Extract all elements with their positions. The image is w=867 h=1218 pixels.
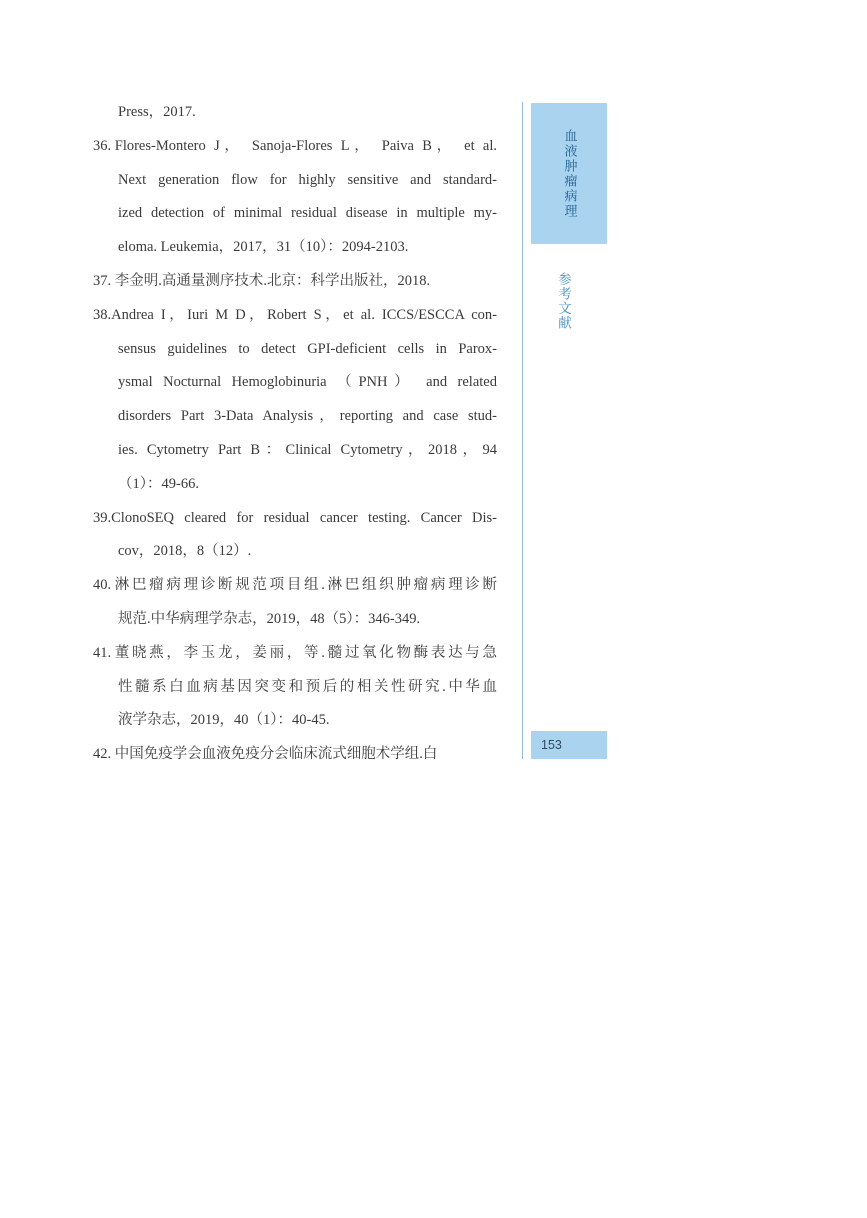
reference-line: 董晓燕，李玉龙，姜丽，等.髓过氧化物酶表达与急 xyxy=(114,644,497,661)
reference-number: 42. xyxy=(93,746,115,763)
reference-line: eloma. Leukemia，2017，31（10）：2094-2103. xyxy=(118,239,409,256)
reference-line: cov，2018，8（12）. xyxy=(118,543,252,560)
column-divider xyxy=(522,102,523,759)
reference-line: 淋巴瘤病理诊断规范项目组.淋巴组织肿瘤病理诊断 xyxy=(114,577,497,594)
reference-body xyxy=(93,738,497,772)
reference-number: 41. xyxy=(93,644,115,661)
reference-first-line xyxy=(93,738,497,772)
reference-line: Andrea I，Iuri M D，Robert S，et al. ICCS/ESCCA con- xyxy=(111,306,497,323)
reference-number: 40. xyxy=(93,577,115,594)
reference-line: Next generation flow for highly sensitive and standard- xyxy=(118,171,497,188)
chapter-tab xyxy=(531,103,607,244)
reference-line: sensus guidelines to detect GPI-deficient cells in Parox- xyxy=(118,340,497,357)
reference-line: 李金明.高通量测序技术.北京：科学出版社，2018. xyxy=(114,272,431,289)
reference-item xyxy=(93,265,497,299)
reference-first-line xyxy=(93,299,497,333)
reference-number: 38. xyxy=(93,306,112,323)
reference-first-line xyxy=(93,637,497,671)
reference-line: 性髓系白血病基因突变和预后的相关性研究.中华血 xyxy=(118,678,497,695)
reference-item xyxy=(93,130,497,265)
reference-first-line xyxy=(93,569,497,603)
reference-line: ized detection of minimal residual disease in multiple my- xyxy=(118,205,497,222)
reference-list xyxy=(93,96,497,772)
reference-number: 36. xyxy=(93,137,115,154)
reference-line: ysmal Nocturnal Hemoglobinuria （PNH） and related xyxy=(118,374,497,391)
reference-line: 中国免疫学会血液免疫分会临床流式细胞术学组.白 xyxy=(114,746,438,763)
reference-item xyxy=(93,299,497,502)
reference-line: Flores-Montero J， Sanoja-Flores L， Paiva B， et al. xyxy=(114,137,497,154)
reference-number: 39. xyxy=(93,509,112,526)
reference-first-line xyxy=(93,130,497,164)
reference-line: ClonoSEQ cleared for residual cancer testing. Cancer Dis- xyxy=(111,509,497,526)
reference-line: disorders Part 3-Data Analysis，reporting and case stud- xyxy=(118,408,497,425)
reference-line: 液学杂志，2019，40（1）：40-45. xyxy=(118,712,330,729)
reference-body xyxy=(93,569,497,637)
reference-item xyxy=(93,637,497,738)
reference-body xyxy=(93,130,497,265)
reference-body xyxy=(93,502,497,570)
reference-line: ies. Cytometry Part B：Clinical Cytometry，2018，94 xyxy=(118,441,497,458)
reference-line: （1）：49-66. xyxy=(118,475,199,492)
reference-line: Press，2017. xyxy=(118,104,196,120)
reference-first-line xyxy=(93,502,497,536)
reference-item xyxy=(93,738,497,772)
reference-number: 37. xyxy=(93,272,115,289)
reference-first-line xyxy=(93,96,497,130)
chapter-tab-label: 血液肿瘤病理 xyxy=(561,129,577,219)
section-label xyxy=(551,272,575,352)
page-number-box xyxy=(531,731,607,759)
reference-body xyxy=(93,637,497,738)
reference-item xyxy=(93,569,497,637)
reference-item xyxy=(93,96,497,130)
page-number: 153 xyxy=(541,738,562,752)
reference-first-line xyxy=(93,265,497,299)
reference-body xyxy=(93,265,497,299)
reference-body xyxy=(93,96,497,130)
reference-body xyxy=(93,299,497,502)
reference-line: 规范.中华病理学杂志，2019，48（5）：346-349. xyxy=(118,610,421,627)
reference-item xyxy=(93,502,497,570)
section-label-text: 参考文献 xyxy=(555,272,571,330)
